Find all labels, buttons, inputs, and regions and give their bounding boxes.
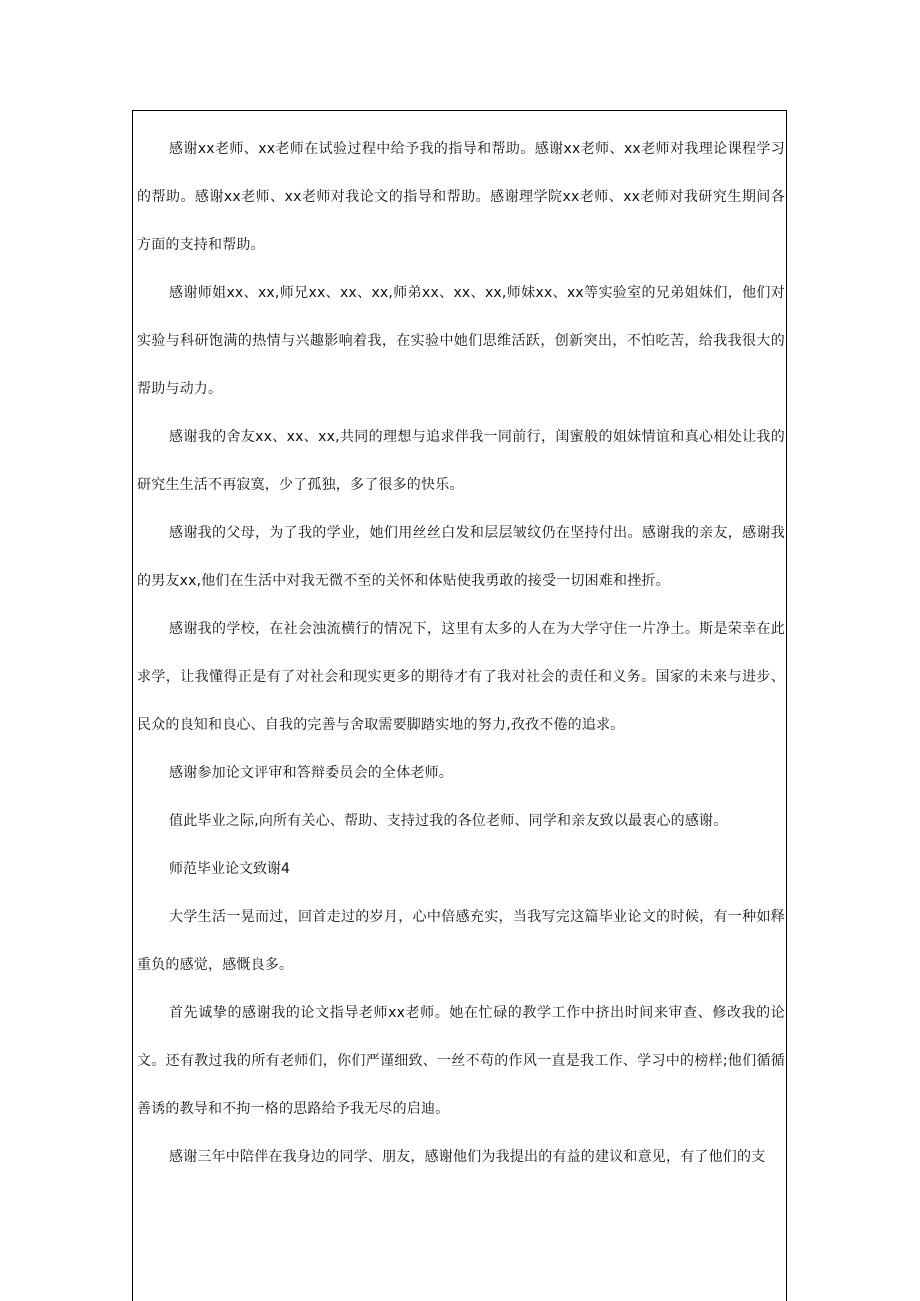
paragraph-thanks-teachers: 感谢xx老师、xx老师在试验过程中给予我的指导和帮助。感谢xx老师、xx老师对我理论课程学习的帮助。感谢xx老师、xx老师对我论文的指导和帮助。感谢理学院xx老师、xx老师对我研究生期间各方面的支持和帮助。 [137, 141, 785, 253]
document-body [137, 125, 785, 1181]
paragraph-thanks-classmates: 感谢三年中陪伴在我身边的同学、朋友，感谢他们为我提出的有益的建议和意见，有了他们的支 [169, 1149, 766, 1165]
paragraph-thanks-school: 感谢我的学校，在社会浊流横行的情况下，这里有太多的人在为大学守住一片净土。斯是荣幸在此求学，让我懂得正是有了对社会和现实更多的期待才有了我对社会的责任和义务。国家的未来与进步、民众的良知和良心、自我的完善与舍取需要脚踏实地的努力,孜孜不倦的追求。 [137, 621, 785, 733]
document-page [132, 110, 787, 1301]
paragraph-thanks-family: 感谢我的父母，为了我的学业，她们用丝丝白发和层层皱纹仍在坚持付出。感谢我的亲友，感谢我的男友xx,他们在生活中对我无微不至的关怀和体贴使我勇敢的接受一切困难和挫折。 [137, 525, 785, 589]
paragraph-thanks-committee: 感谢参加论文评审和答辩委员会的全体老师。 [169, 765, 453, 781]
paragraph-college-life: 大学生活一晃而过，回首走过的岁月，心中倍感充实，当我写完这篇毕业论文的时候，有一种如释重负的感觉，感慨良多。 [137, 909, 785, 973]
paragraph-thanks-advisor: 首先诚挚的感谢我的论文指导老师xx老师。她在忙碌的教学工作中挤出时间来审查、修改我的论文。还有教过我的所有老师们，你们严谨细致、一丝不苟的作风一直是我工作、学习中的榜样;他们循循善诱的教导和不拘一格的思路给予我无尽的启迪。 [137, 1005, 785, 1117]
section-heading: 师范毕业论文致谢4 [169, 861, 290, 877]
paragraph-thanks-roommates: 感谢我的舍友xx、xx、xx,共同的理想与追求伴我一同前行，闺蜜般的姐妹情谊和真心相处让我的研究生生活不再寂寞，少了孤独，多了很多的快乐。 [137, 429, 785, 493]
paragraph-final-thanks: 值此毕业之际,向所有关心、帮助、支持过我的各位老师、同学和亲友致以最衷心的感谢。 [169, 813, 728, 829]
paragraph-thanks-labmates: 感谢师姐xx、xx,师兄xx、xx、xx,师弟xx、xx、xx,师妹xx、xx等实验室的兄弟姐妹们，他们对实验与科研饱满的热情与兴趣影响着我，在实验中她们思维活跃，创新突出，不怕吃苦，给我我很大的帮助与动力。 [137, 285, 785, 397]
